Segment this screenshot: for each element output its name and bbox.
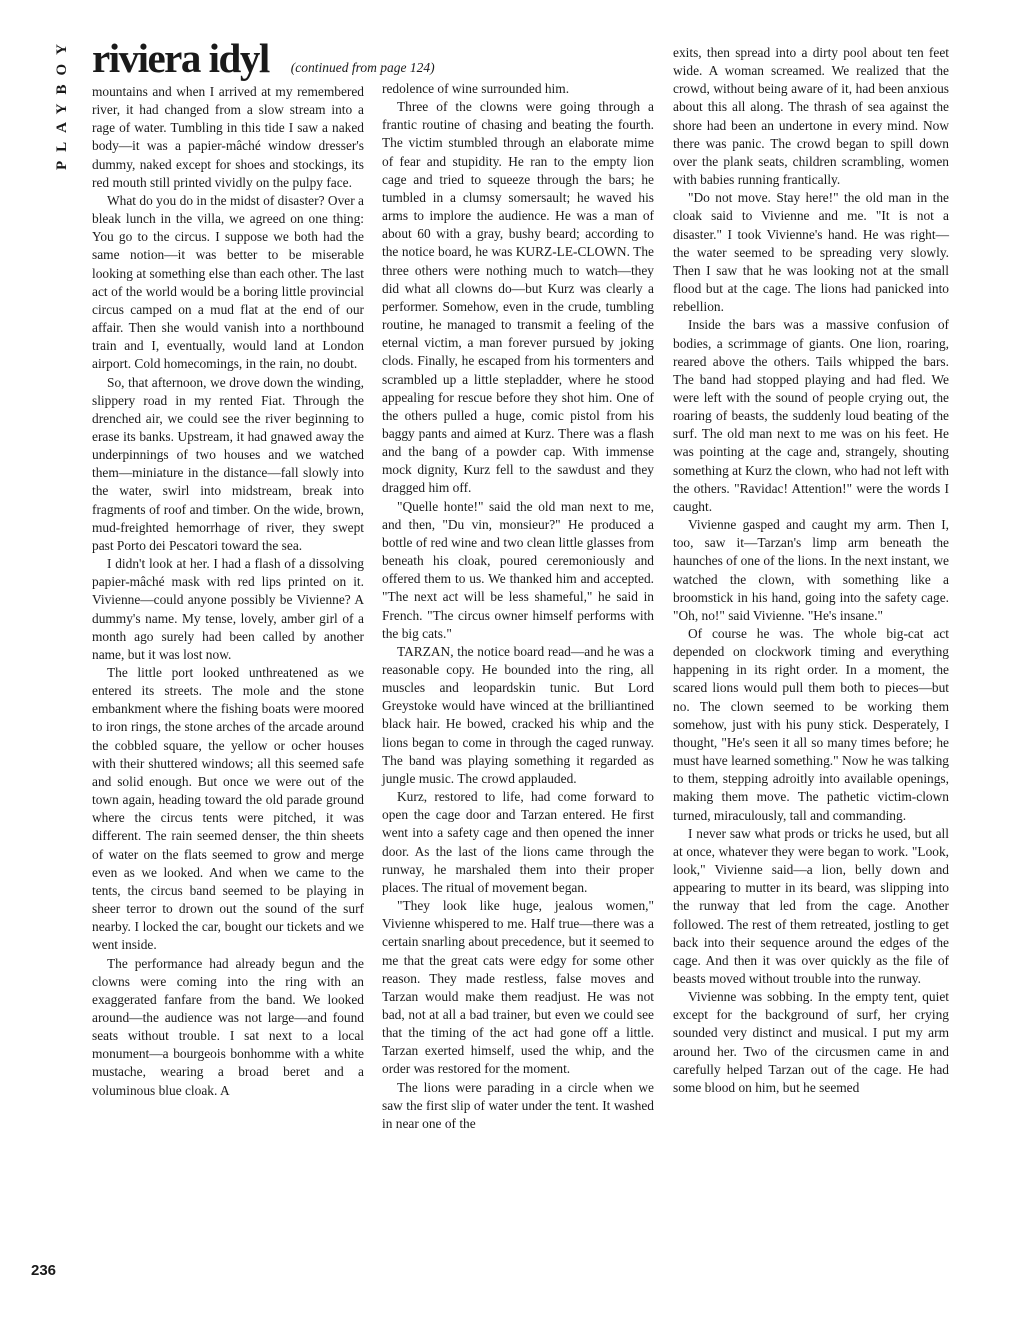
text-column-1	[92, 83, 364, 1100]
article-header	[92, 35, 652, 81]
article-title: riviera idyl	[92, 35, 269, 81]
text-column-2	[382, 80, 654, 1133]
paragraph: Kurz, restored to life, had come forward to open the cage door and Tarzan entered. He first went into a safety cage and then opened the inner door. As the last of the lions came through the runway, he marshaled them into their proper places. The ritual of movement began.	[382, 789, 654, 895]
paragraph: Three of the clowns were going through a frantic routine of chasing and beating the fourth. The victim stumbled through an elaborate mime of fear and stupidity. He ran to the empty lion cage and tried to squeeze through the bars; he tumbled in a clumsy somersault; he waved his arms to implore the audience. He was a man of about 60 with a gray, bushy beard; according to the notice board, he was KURZ-LE-CLOWN. The three others were nothing much to watch—they did what all clowns do—but Kurz was clearly a performer. Somehow, even in the crude, tumbling routine, he managed to transmit a feeling of the eternal victim, a man forever pursued by joking clods. Finally, he escaped from his tormenters and scrambled up a little stepladder, where he stood appealing for rescue before they shot him. One of the others pulled a huge, comic pistol from his baggy pants and aimed at Kurz. There was a flash and the bang of a powder cap. With immense mock dignity, Kurz fell to the sawdust and they dragged him off.	[382, 99, 654, 496]
paragraph: So, that afternoon, we drove down the winding, slippery road in my rented Fiat. Through the drenched air, we could see the river beginning to erase its banks. Upstream, it had gnawed away the underpinnings of two houses and we watched them—miniature in the distance—fall slowly into the water, swirl into midstream, break into fragments of roof and timber. On the wide, brown, mud-freighted hemorrhage of river, they swept past Porto dei Pescatori toward the sea.	[92, 374, 364, 553]
paragraph: Vivienne gasped and caught my arm. Then I, too, saw it—Tarzan's limp arm beneath the haunches of one of the lions. In the next instant, we watched the clown, with something like a broomstick in his hand, going into the safety cage. "Oh, no!" said Vivienne. "He's insane."	[673, 517, 949, 623]
text-column-3	[673, 44, 949, 1097]
paragraph: "They look like huge, jealous women," Vivienne whispered to me. Half true—there was a certain snarling about precedence, but it seemed to me that the great cats were edgy for some other reason. They made restless, false moves and Tarzan would make them readjust. He was not bad, not at all a bad trainer, but even we could see that the timing of the act had gone off a little. Tarzan exerted himself, used the whip, and the order was restored for the moment.	[382, 898, 654, 1077]
paragraph: exits, then spread into a dirty pool about ten feet wide. A woman screamed. We realized that the crowd, without being aware of it, had been anxious about this all along. The thrash of sea against the shore had been an undertone in every mind. Now there was panic. The crowd began to spill down over the plank seats, children scrambling, women with babies running frantically.	[673, 45, 949, 188]
paragraph: mountains and when I arrived at my remembered river, it had changed from a slow stream into a rage of water. Tumbling in this tide I saw a naked body—it was a papier-mâché window dresser's dummy, naked except for shoes and stockings, its red mouth still printed vividly on the pulpy face.	[92, 84, 364, 190]
paragraph: TARZAN, the notice board read—and he was a reasonable copy. He bounded into the ring, all muscles and leopardskin tunic. But Lord Greystoke would have winced at the brilliantined black hair. He bowed, cracked his whip and the lions began to come in through the caged runway. The band was playing something it regarded as jungle music. The crowd applauded.	[382, 643, 654, 786]
paragraph: Of course he was. The whole big-cat act depended on clockwork timing and everything happening in its right order. In a moment, the scared lions would pull them both to pieces—but no. The clown seemed to be working them somehow, just with his puny stick. Desperately, I thought, "He's seen it all so many times before; he must have learned something." Now he was talking to them, stepping adroitly into available openings, making them move. The pathetic victim-clown turned, miraculously, tall and commanding.	[673, 626, 949, 823]
paragraph: "Quelle honte!" said the old man next to me, and then, "Du vin, monsieur?" He produced a bottle of red wine and two clean little glasses from beneath his cloak, poured ceremoniously and offered them to us. We thanked him and accepted. "The next act will be less shameful," he said in French. "The circus owner himself performs with the big cats."	[382, 498, 654, 641]
paragraph: The performance had already begun and the clowns were coming into the ring with an exaggerated fanfare from the band. We looked around—the audience was not large—and found seats without trouble. I sat next to a local monument—a bourgeois bonhomme with a white mustache, wearing a broad beret and a voluminous blue cloak. A	[92, 955, 364, 1098]
paragraph: I didn't look at her. I had a flash of a dissolving papier-mâché mask with red lips printed on it. Vivienne—could anyone possibly be Vivienne? A dummy's name. My tense, lovely, amber girl of a month ago surely had been called by another name, but it was lost now.	[92, 556, 364, 662]
page-number: 236	[31, 1262, 57, 1279]
paragraph: Inside the bars was a massive confusion of bodies, a scrimmage of giants. One lion, roaring, reared above the others. Tails whipped the bars. The band had stopped playing and had fled. We were left with the sound of people crying out, the roaring of beasts, the suddenly loud beating of the surf. The old man next to me was on his feet. He was pointing at the cage and, strangely, shouting something at Kurz the clown, who had not left with the others. "Ravidac! Attention!" were the words I caught.	[673, 317, 949, 514]
paragraph: redolence of wine surrounded him.	[382, 81, 570, 96]
paragraph: The little port looked unthreatened as we entered its streets. The mole and the stone embankment where the fishing boats were moored to iron rings, the stone arches of the arcade around the cobbled square, the yellow or ocher houses with their shuttered windows; all this seemed safe and solid enough. But once we were out of the town again, heading toward the old parade ground where the circus tents were pitched, it was different. The rain seemed denser, the thin sheets of water on the flats seemed to grow and merge even as we looked. And when we came to the tents, the circus band seemed to be playing in sheer terror to drown out the sound of the surf nearby. I locked the car, bought our tickets and we went inside.	[92, 665, 364, 953]
masthead: PLAYBOY	[54, 35, 70, 170]
paragraph: Vivienne was sobbing. In the empty tent, quiet except for the background of surf, her crying sounded very distinct and musical. I put my arm around her. Two of the circusmen came in and carefully helped Tarzan out of the cage. He had some blood on him, but he seemed	[673, 989, 949, 1095]
continued-note: (continued from page 124)	[290, 60, 435, 75]
paragraph: The lions were parading in a circle when we saw the first slip of water under the tent. It washed in near one of the	[382, 1079, 654, 1131]
paragraph: What do you do in the midst of disaster? Over a bleak lunch in the villa, we agreed on one thing: You go to the circus. I suppose we both had the same notion—it was better to be miserable looking at something else than each other. The last act of the world would be a boring little provincial circus camped on a mud flat at the end of our affair. Then she would vanish into a northbound train and I, eventually, would land at London airport. Cold homecomings, in the rain, no doubt.	[92, 192, 364, 372]
paragraph: "Do not move. Stay here!" the old man in the cloak said to Vivienne and me. "It is not a disaster." I took Vivienne's hand. He was right—the water seemed to be spreading very slowly. Then I saw that he was looking not at the small flood but at the cage. The lions had panicked into rebellion.	[673, 190, 949, 315]
paragraph: I never saw what prods or tricks he used, but all at once, whatever they were began to work. "Look, look," Vivienne said—a lion, belly down and appearing to mutter in its beard, was slipping into the runway that led from the cage. Another followed. The rest of them retreated, jostling to get back into their sequence around the edges of the cage. And then it was over quickly as the file of beasts moved without trouble into the runway.	[673, 825, 949, 986]
